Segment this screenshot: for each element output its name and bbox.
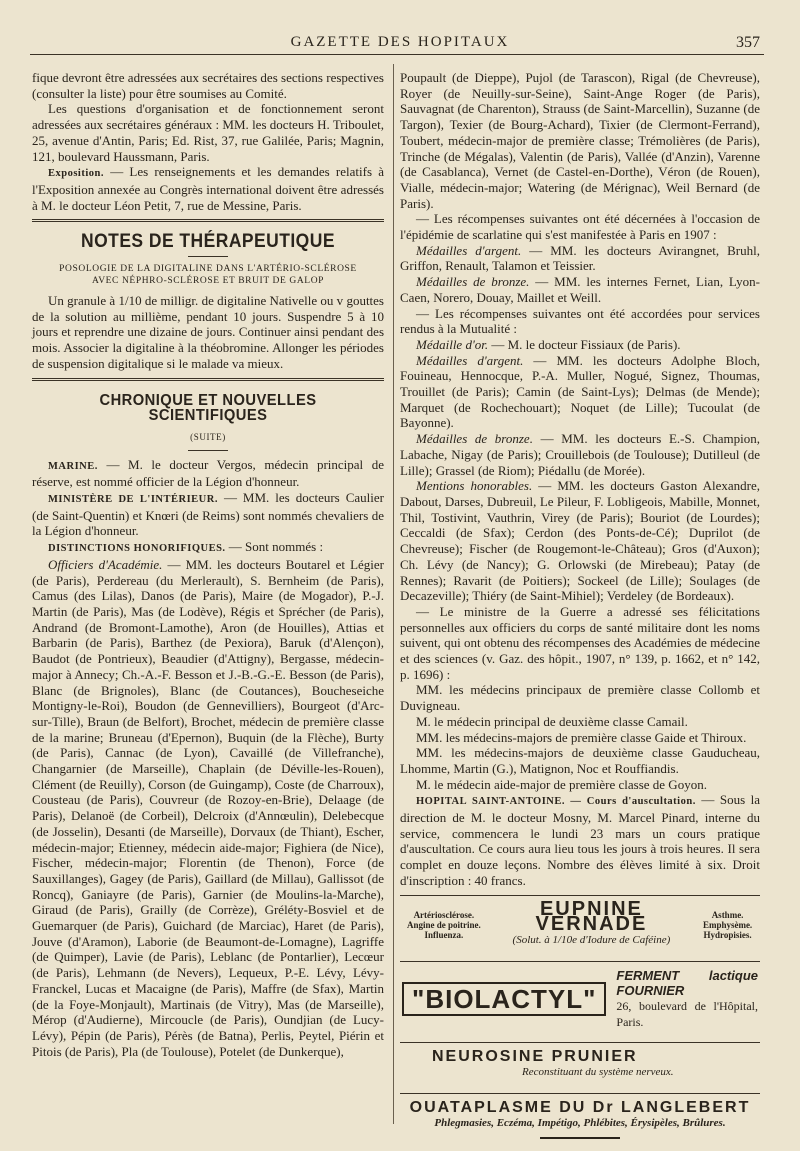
officiers-text: — MM. les docteurs Boutarel et Légier (de Paris), Perdereau (du Merlerault), S. Bernheim (de Paris), Camus (des Lilas), Danos (de Paris), Maire (de Mogador), P.-J. Martin (de Paris), Mas (de Lodève), Régis et Sprécher (de Paris), Andrand (de Bromont-Lamothe), Aron (de Houilles), Attias et Barbarin (de Paris), Barthez (de Pexiora), Baruk (d'Alençon), Baudot (de Pontrieux), Beaudier (d'Attigny), Bergasse, médecin-major à Annecy; Ch.-A.-F. Besson et J.-B.-G.-E. Besson (de Paris), Blanc (de Brignoles), Blanc (de Coutances), Boucheseiche Montigny-le-Roi), Boudon (de Gennevilliers), Bourgeot (d'Arc-sur-Tille), Braun (de Belfort), Brochet, médecin de première classe de la marine; Bruneau (d'Epernon), Buquin (de la Flèche), Burty (de Paris), Cannac (de Lyon), Cavaillé (de Villefranche), Changarnier (de Marseille), Chaplain (de Déville-les-Rouen), Clément (de Reuilly), Corson (de Guingamp), Coste (de Charroux), Cousteau (de Paris), Couvreur (de Rozoy-en-Brie), Delaage (de Paris), Delanoë (de Corbeil), Delcroix (d'Annœulin), Delebecque (de Josselin), Desanti (de Marseille), Dorvaux (de Thiant), Escher, médecin-major; Etienney, médecin aide-major; Fighiera (de Nice), Fischer, médecin-major; Florentin (de Thenon), Force (de Sauxillanges), Gagey (de Paris), Gaillard (de Millau), Gallissot (de Roncq), Ganiayre (de Paris), Garnier (de Moulins-la-Marche), Giraud (de Paris), Grailly (de Corrèze), Gréléty-Bosviel et de Guemarquer (de Paris), Guichard (de Marciac), Haret (de Paris), Jouve (d'Aramon), Laborie (de Beaumont-de-Lomagne), Lagriffe (de Quimper), Lavie (de Paris), Leblanc (de Pontarlier), Lecœur (de Paris), Lehmann (de Nevers), Lequeux, P.-E. Lévy, Lévy-Franckel, Lucas et Macaigne (de Paris), Maffre (de Sfax), Martin (de la Foye-Monjault), Martinais (de Vitry), Mas (de Marseille), Mérop (d'Audierne), Mircoucle (de Paris), Oundjian (de Lucy-Lévy), Pépin (de Paris), Pérès (de Batna), Perlis, Peytel, Piérin et Pitois (de Paris), Pla (de Toulouse), Potelet (de Dunkerque),	[32, 556, 385, 1059]
continued-list: Poupault (de Dieppe), Pujol (de Tarascon), Rigal (de Chevreuse), Royer (de Neuilly-sur-Seine), Saint-Ange Roger (de Paris), Sauvagnat (de Charenton), Strauss (de Saint-Marcellin), Suzanne (de Targon), Texier (de Bourg-Achard), Tixier (de Clermont-Ferrand), Toubert, médecin-major de première classe; Trémolières (de Paris), Trinche (de Mégalas), Valentin (de Paris), Vallée (d'Anzin), Varenne (de Casablanca), Vernet (de Castel-en-Dorthe), Véron (de Rouen), Vialle, médecin-major; Watering (de Mérignac), Weil Bernard (de Paris).	[400, 70, 760, 211]
ad-biolactyl-line2: 26, boulevard de l'Hôpital, Paris.	[616, 999, 758, 1029]
guerre-item-5: M. le médecin aide-major de première classe de Goyon.	[416, 776, 707, 792]
ad-neurosine	[400, 1042, 760, 1086]
ad-eupnine-brand: EUPNINE VERNADE	[535, 897, 648, 936]
medailles-argent-2	[400, 353, 760, 432]
marine-text: — M. le docteur Vergos, médecin principal de réserve, est nommé officier de la Légion d'honneur.	[32, 456, 384, 490]
page-number: 357	[736, 34, 760, 51]
ad-ouataplasme-sub: Phlegmasies, Eczéma, Impétigo, Phlébites, Érysipèles, Brûlures.	[434, 1116, 726, 1129]
header-rule	[30, 54, 764, 55]
officiers-paragraph	[32, 557, 384, 1060]
medailles-bronze	[400, 274, 760, 305]
ministere-label: MINISTÈRE DE L'INTÉRIEUR.	[48, 494, 218, 506]
ad-eupnine	[400, 895, 760, 955]
medailles-bronze-2-text: — MM. les docteurs E.-S. Champion, Labache, Nigay (de Paris); Crouillebois (de Toulouse); Dutilleul (de Lille); Grassel (de Riom); Piédallu (de Morée).	[400, 431, 760, 478]
medaille-or	[400, 337, 760, 353]
medailles-argent	[400, 243, 760, 274]
ad-ouataplasme-brand: OUATAPLASME DU Dr LANGLEBERT	[409, 1098, 751, 1116]
medailles-bronze-text: — MM. les internes Fernet, Lian, Lyon-Caen, Norero, Douay, Maillet et Weill.	[400, 274, 760, 305]
page-header-title: GAZETTE DES HOPITAUX	[290, 34, 510, 50]
mentions-label: Mentions honorables.	[416, 478, 533, 494]
medailles-bronze-2-label: Médailles de bronze.	[416, 431, 533, 447]
notes-subtitle-2: AVEC NÉPHRO-SCLÉROSE ET BRUIT DE GALOP	[91, 276, 325, 287]
guerre-item-3: MM. les médecins-majors de première classe Gaide et Thiroux.	[416, 729, 747, 745]
medailles-argent-label: Médailles d'argent.	[416, 242, 522, 258]
exposition-paragraph	[32, 164, 384, 213]
ad-biolactyl-line1: FERMENT lactique FOURNIER	[616, 967, 758, 999]
section-rule	[32, 219, 384, 222]
medailles-bronze-label: Médailles de bronze.	[416, 274, 530, 290]
medailles-argent-2-text: — MM. les docteurs Adolphe Bloch, Fouineau, Hennocque, P.-A. Muller, Nogué, Signez, Thoumas, Trouillet (de Paris); Camin (de Saint-Lys); Delmas (de Mende); Marquet (de Rochechouart); Noquet (de Lille); Tucoulat (de Bayonne).	[400, 352, 760, 431]
ad-ouataplasme	[400, 1093, 760, 1145]
left-column	[32, 70, 384, 1059]
medaille-or-label: Médaille d'or.	[416, 336, 489, 352]
mentions-honorables	[400, 478, 760, 604]
ad-eupnine-right: Asthme. Emphysème. Hydropisies.	[702, 910, 753, 941]
ministere-text: — MM. les docteurs Caulier (de Saint-Quentin) et Knœri (de Reims) sont nommés chevaliers de la Légion d'honneur.	[32, 490, 384, 539]
ornament-rule	[540, 1137, 620, 1139]
hopital-paragraph	[400, 792, 760, 888]
section-rule	[32, 378, 384, 381]
mentions-text: — MM. les docteurs Gaston Alexandre, Dabout, Darses, Dubreuil, Le Pileur, F. Lobligeois, Mabille, Monnet, Thil, Tostivint, Vauthrin, Virey (de Paris); Bouriot (de Lourdes); Ceccaldi (de Sfax); Cerdon (des Ponts-de-Cé); Duprilot (de Chevreuse); Fischer (de Rougemont-le-Château); Gros (d'Auxon); Ch. Lévy (de Nancy); G. Orlowski (de Mirebeau); Patay (de Rennes); Ravarit (de Poitiers); Sockeel (de Lille); Soulages (de Decazeville); Thiéry (de Saint-Mihiel); Verdeley (de Bordeaux).	[400, 478, 760, 604]
right-column	[400, 70, 760, 1145]
ad-neurosine-brand: NEUROSINE PRUNIER	[432, 1048, 638, 1066]
ad-eupnine-left: Artériosclérose. Angine de poitrine. Influenza.	[406, 910, 481, 941]
hopital-label: HOPITAL SAINT-ANTOINE.	[416, 796, 566, 808]
ad-eupnine-sub: (Solut. à 1/10e d'Iodure de Caféine)	[512, 933, 671, 946]
medailles-bronze-2	[400, 431, 760, 478]
guerre-paragraph: — Le ministre de la Guerre a adressé ses félicitations personnelles aux officiers du corps de santé militaire dont les noms suivent, qui ont obtenu des récompenses des Académies de médecine et des sciences (v. Gaz. des hôpit., 1907, n° 139, p. 1662, et n° 142, p. 1696) :	[400, 603, 760, 682]
notes-subtitle-1: POSOLOGIE DE LA DIGITALINE DANS L'ARTÉRIO-SCLÉROSE	[59, 264, 357, 275]
exposition-label: Exposition.	[48, 168, 104, 180]
ad-biolactyl	[400, 961, 760, 1037]
guerre-item-2: M. le médecin principal de deuxième classe Camail.	[416, 713, 688, 729]
medailles-argent-text: — MM. les docteurs Avirangnet, Bruhl, Griffon, Renault, Talamon et Teissier.	[400, 242, 760, 274]
column-divider	[393, 64, 394, 1124]
title-rule	[188, 450, 228, 451]
ministere-paragraph	[32, 490, 384, 539]
distinctions-label: DISTINCTIONS HONORIFIQUES.	[48, 543, 226, 555]
exposition-text: — Les renseignements et les demandes relatifs à l'Exposition annexée au Congrès international doivent être adressés à M. le docteur Léon Petit, 7, rue de Messine, Paris.	[32, 164, 384, 213]
marine-label: MARINE.	[48, 460, 98, 472]
guerre-item-4: MM. les médecins-majors de deuxième classe Gauducheau, Lhomme, Martin (G.), Matignon, Noc et Rouffiandis.	[400, 745, 760, 776]
title-rule	[188, 256, 228, 257]
mutualite-paragraph: — Les récompenses suivantes ont été accordées pour services rendus à la Mutualité :	[400, 305, 760, 337]
congress-paragraph-2: Les questions d'organisation et de fonctionnement seront adressées aux secrétaires généraux : MM. les docteurs H. Triboulet, 25, avenue d'Antin, Paris; Ed. Rist, 37, rue Galilée, Paris; Magnin, 121, boulevard Haussmann, Paris.	[32, 101, 384, 164]
chronicle-suite: (SUITE)	[190, 431, 226, 442]
scarlatine-paragraph: — Les récompenses suivantes ont été décernées à l'occasion de l'épidémie de scarlatine qui s'est manifestée à Paris en 1907 :	[400, 211, 760, 243]
guerre-item-1: MM. les médecins principaux de première classe Collomb et Duvigneau.	[400, 682, 760, 714]
chronicle-title: CHRONIQUE ET NOUVELLES SCIENTIFIQUES	[99, 391, 317, 425]
medailles-argent-2-label: Médailles d'argent.	[416, 352, 524, 368]
biolactyl-logo: "BIOLACTYL"	[402, 982, 606, 1016]
officiers-label: Officiers d'Académie.	[48, 556, 163, 572]
marine-paragraph	[32, 457, 384, 490]
congress-paragraph-1: fique devront être adressées aux secrétaires des sections respectives (consulter la liste) pour être soumises au Comité.	[32, 70, 384, 101]
distinctions-text: — Sont nommés :	[225, 539, 324, 555]
ad-neurosine-sub: Reconstituant du système nerveux.	[522, 1066, 674, 1079]
hopital-text: — Sous la direction de M. le docteur Mosny, M. Marcel Pinard, interne du service, commencera le lundi 23 mars un cours pratique d'auscultation. Ce cours aura lieu tous les jours à trois heures. Il sera complet en douze leçons. Nombre des élèves limité à six. Droit d'inscription : 40 francs.	[400, 792, 761, 888]
medaille-or-text: — M. le docteur Fissiaux (de Paris).	[488, 336, 681, 352]
distinctions-paragraph	[32, 539, 384, 557]
notes-title: NOTES DE THÉRAPEUTIQUE	[81, 231, 335, 253]
notes-body: Un granule à 1/10 de milligr. de digitaline Nativelle ou v gouttes de la solution au millième, pendant 10 jours. Suspendre 5 à 10 jours et reprendre une dizaine de jours. Continuer ainsi pendant des mois. Associer la digitaline à la théobromine. Allonger les périodes de suspension digitalique si le malade va mieux.	[32, 293, 384, 371]
hopital-course-label: — Cours d'auscultation.	[565, 796, 696, 808]
